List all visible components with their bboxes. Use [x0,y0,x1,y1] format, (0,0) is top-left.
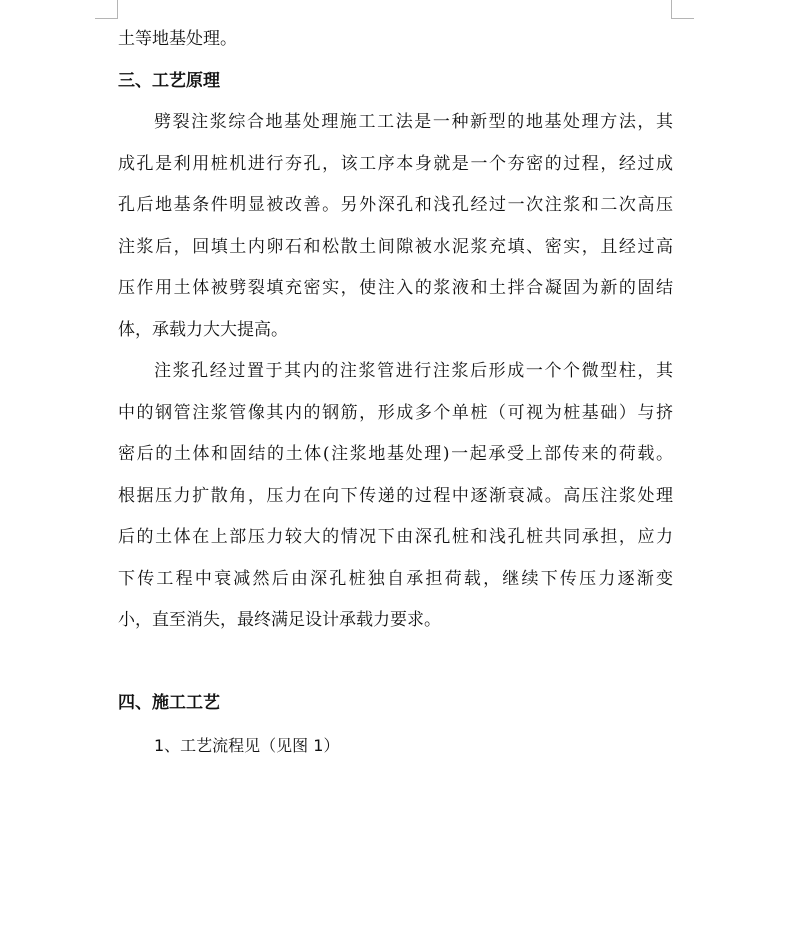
paragraph-line: 后的土体在上部压力较大的情况下由深孔桩和浅孔桩共同承担，应力 [118,527,673,547]
paragraph-line: 孔后地基条件明显被改善。另外深孔和浅孔经过一次注浆和二次高压 [118,195,673,215]
paragraph-principle-2 [118,351,673,642]
section-heading-process-principle: 三、工艺原理 [118,70,220,91]
paragraph-principle-1 [118,102,673,351]
paragraph-line: 体，承载力大大提高。 [118,319,288,340]
process-step-1: 1、工艺流程见（见图 1） [154,735,340,755]
document-body [118,19,673,766]
paragraph-line: 劈裂注浆综合地基处理施工工法是一种新型的地基处理方法，其 [154,112,673,132]
margin-crop-mark-left [95,0,118,19]
paragraph-line: 密后的土体和固结的土体(注浆地基处理)一起承受上部传来的荷载。 [118,444,673,464]
margin-crop-mark-right [671,0,694,19]
section-heading-construction-process: 四、施工工艺 [118,693,220,713]
paragraph-line: 中的钢管注浆管像其内的钢筋，形成多个单桩（可视为桩基础）与挤 [118,402,673,423]
paragraph-line: 压作用土体被劈裂填充密实，使注入的浆液和土拌合凝固为新的固结 [118,278,673,298]
paragraph-line: 注浆后，回填土内卵石和松散土间隙被水泥浆充填、密实，且经过高 [118,236,673,257]
paragraph-line: 小，直至消失，最终满足设计承载力要求。 [118,610,441,630]
paragraph-line: 根据压力扩散角，压力在向下传递的过程中逐渐衰减。高压注浆处理 [118,485,673,506]
paragraph-line: 成孔是利用桩机进行夯孔，该工序本身就是一个夯密的过程，经过成 [118,153,673,174]
paragraph-line: 注浆孔经过置于其内的注浆管进行注浆后形成一个个微型柱，其 [154,361,673,381]
blank-line [118,642,673,684]
paragraph-line: 下传工程中衰减然后由深孔桩独自承担荷载，继续下传压力逐渐变 [118,568,673,589]
continuation-line: 土等地基处理。 [118,29,237,49]
